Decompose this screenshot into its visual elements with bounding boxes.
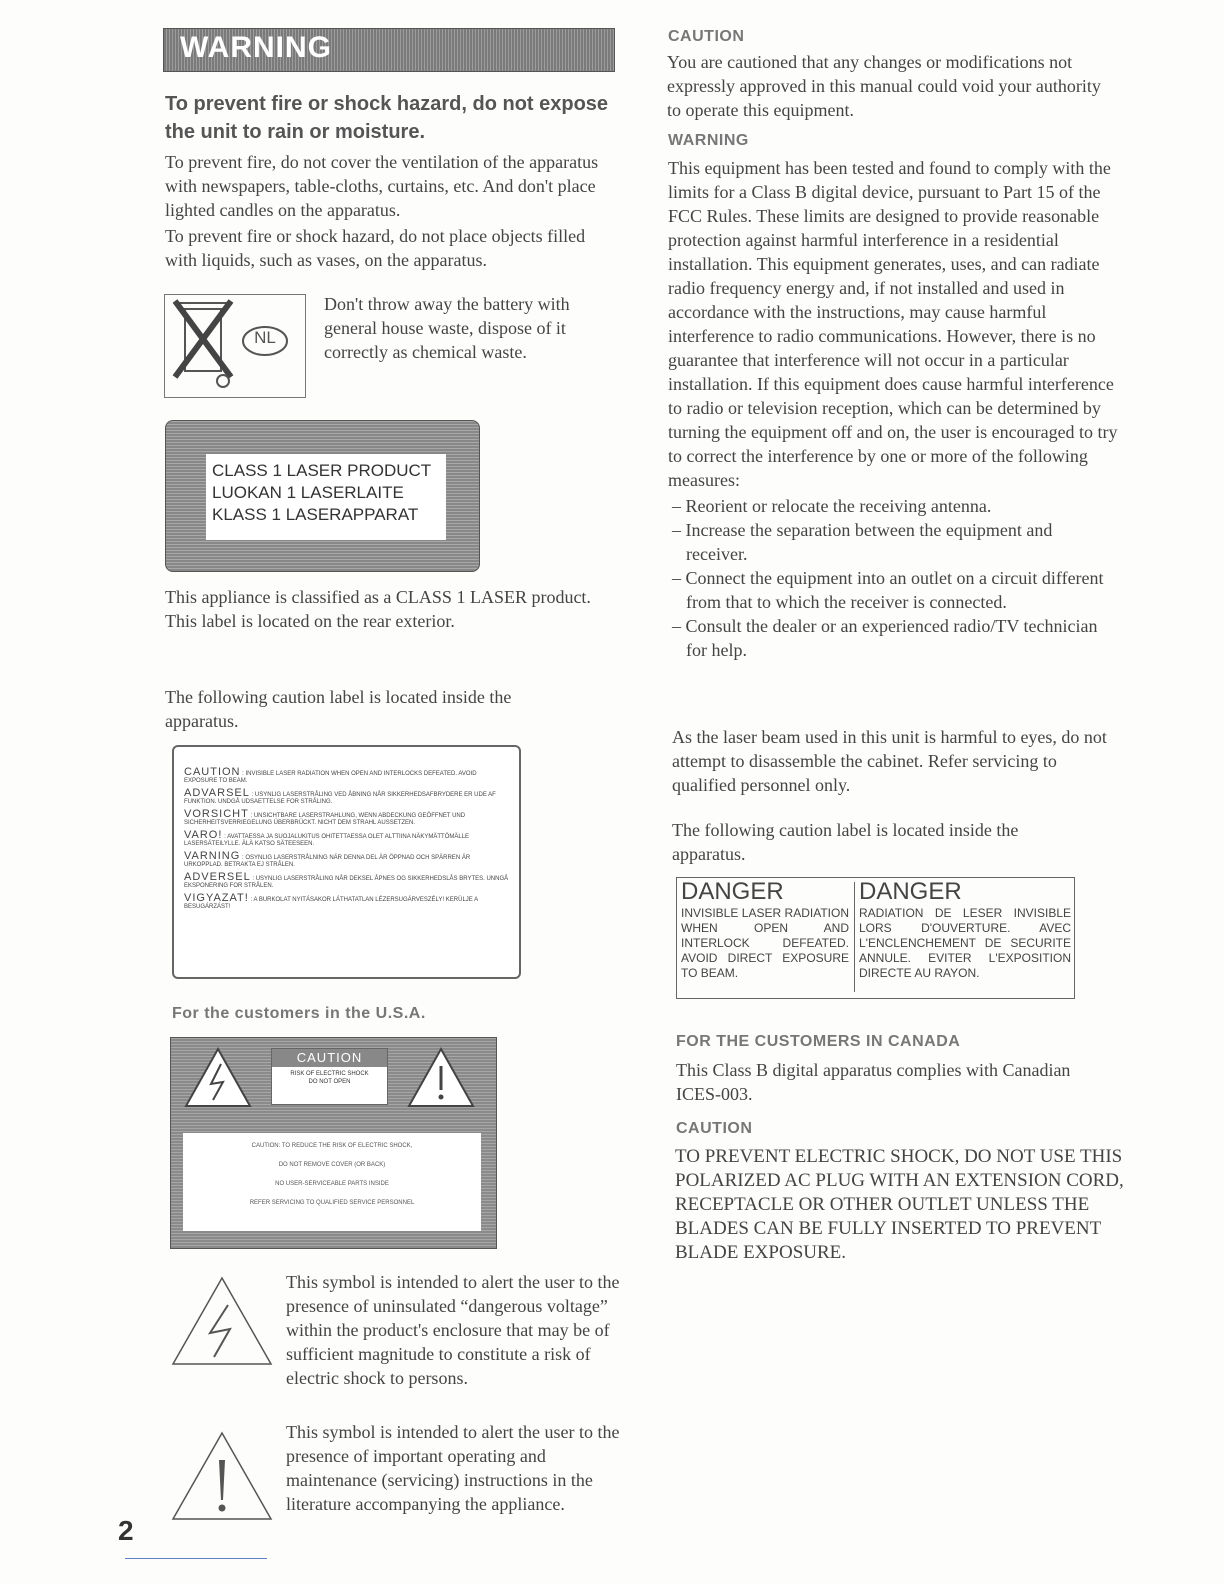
fire-prevention-section	[165, 150, 615, 272]
caution-label-entry: VORSICHT : UNSICHTBARE LASERSTRAHLUNG, WENN ABDECKUNG GEÖFFNET UND SICHERHEITSVERRIEGELUNG ÜBERBRÜCKT. NICHT DEM STRAHL AUSSETZEN.	[184, 808, 466, 826]
caution-heading: CAUTION	[668, 28, 745, 45]
crossed-bin-icon	[165, 295, 305, 397]
warning-banner-title: WARNING	[180, 31, 332, 64]
liquids-paragraph: To prevent fire or shock hazard, do not place objects filled with liquids, such as vases, on the apparatus.	[165, 226, 586, 270]
fcc-measure-item: – Increase the separation between the equipment and receiver.	[672, 520, 1053, 564]
danger-text-fr: RADIATION DE LESER INVISIBLE LORS D'OUVERTURE. AVEC L'ENCLENCHEMENT DE SECURITE ANNULE. EVITER L'EXPOSITION DIRECTE AU RAYON.	[859, 906, 1071, 980]
footer-rule	[125, 1558, 267, 1559]
danger-title-en: DANGER	[681, 878, 784, 905]
danger-label-intro: The following caution label is located inside the apparatus.	[672, 820, 1019, 864]
dangerous-voltage-icon	[170, 1275, 274, 1367]
class1-laser-label	[165, 420, 480, 572]
usa-caution-line: NO USER-SERVICEABLE PARTS INSIDE	[275, 1181, 389, 1187]
lightning-triangle-icon	[183, 1046, 253, 1110]
nl-logo: NL	[254, 328, 276, 347]
fcc-measure-item: – Connect the equipment into an outlet on a circuit different from that to which the receiver is connected.	[672, 568, 1104, 612]
laser-label-line-sv: KLASS 1 LASERAPPARAT	[212, 505, 419, 524]
fcc-warning-section	[668, 156, 1118, 662]
canada-compliance-text: This Class B digital apparatus complies with Canadian ICES-003.	[676, 1060, 1071, 1104]
multilingual-caution-label	[172, 745, 521, 979]
dangerous-voltage-text: This symbol is intended to alert the user to the presence of uninsulated “dangerous voltage” within the product's enclosure that may be of sufficient magnitude to constitute a risk of electric shock to persons.	[286, 1272, 620, 1388]
warning-banner	[163, 28, 615, 72]
page-number: 2	[118, 1515, 134, 1546]
battery-disposal-text: Don't throw away the battery with general house waste, dispose of it correctly as chemical waste.	[324, 294, 570, 362]
fcc-warning-paragraph: This equipment has been tested and found to comply with the limits for a Class B digital device, pursuant to Part 15 of the FCC Rules. These limits are designed to provide reasonable protection against harmful interference in a residential installation. This equipment generates, uses, and can radiate radio frequency energy and, if not installed and used in accordance with the instructions, may cause harmful interference to radio communications. However, there is no guarantee that interference will not occur in a particular installation. If this equipment does cause harmful interference to radio or television reception, which can be determined by turning the equipment off and on, the user is encouraged to try to correct the interference by one or more of the following measures:	[668, 158, 1118, 490]
laser-label-text	[206, 454, 446, 540]
caution-label-intro: The following caution label is located inside the apparatus.	[165, 687, 512, 731]
laser-label-line-fi: LUOKAN 1 LASERLAITE	[212, 483, 404, 502]
exclamation-triangle-icon	[406, 1046, 476, 1110]
fcc-measure-item: – Consult the dealer or an experienced radio/TV technician for help.	[672, 616, 1098, 660]
laser-eye-warning: As the laser beam used in this unit is harmful to eyes, do not attempt to disassemble the cabinet. Refer servicing to qualified personnel only.	[672, 727, 1107, 795]
usa-caution-label	[170, 1037, 497, 1249]
danger-divider	[854, 882, 855, 992]
danger-text-en: INVISIBLE LASER RADIATION WHEN OPEN AND INTERLOCK DEFEATED. AVOID DIRECT EXPOSURE TO BEAM.	[681, 906, 849, 980]
canada-customers-heading: FOR THE CUSTOMERS IN CANADA	[676, 1033, 961, 1050]
caution-label-entry: ADVERSEL : USYNLIG LASERSTRÅLING NÅR DEKSEL ÅPNES OG SIKKERHEDSLÅS BRYTES. UNNGÅ EKSPONERING FOR STRÅLEN.	[184, 871, 509, 889]
class1-description	[165, 585, 615, 633]
polarized-plug-caution-heading: CAUTION	[676, 1120, 753, 1137]
fcc-measures-list	[668, 494, 1118, 662]
usa-caution-instructions	[183, 1133, 481, 1231]
danger-label-english	[681, 878, 849, 981]
battery-disposal-symbol	[164, 294, 306, 398]
usa-caution-box	[271, 1048, 388, 1105]
danger-label	[676, 877, 1075, 999]
laser-label-line-en: CLASS 1 LASER PRODUCT	[212, 461, 432, 480]
usa-caution-sub2: DO NOT OPEN	[308, 1079, 351, 1085]
usa-caution-line: DO NOT REMOVE COVER (OR BACK)	[278, 1162, 386, 1168]
fire-shock-headline: To prevent fire or shock hazard, do not expose the unit to rain or moisture.	[165, 93, 609, 143]
important-instructions-icon	[170, 1430, 274, 1522]
danger-title-fr: DANGER	[859, 878, 962, 905]
usa-caution-line: REFER SERVICING TO QUALIFIED SERVICE PERSONNEL	[249, 1200, 415, 1206]
ventilation-paragraph: To prevent fire, do not cover the ventilation of the apparatus with newspapers, table-cloths, curtains, etc. And don't place lighted candles on the apparatus.	[165, 152, 599, 220]
usa-caution-sub1: RISK OF ELECTRIC SHOCK	[290, 1071, 369, 1077]
class1-location-text: This label is located on the rear exterior.	[165, 611, 455, 631]
caution-paragraph: You are cautioned that any changes or modifications not expressly approved in this manual could void your authority to operate this equipment.	[667, 52, 1101, 120]
polarized-plug-caution-text: TO PREVENT ELECTRIC SHOCK, DO NOT USE THIS POLARIZED AC PLUG WITH AN EXTENSION CORD, RECEPTACLE OR OTHER OUTLET UNLESS THE BLADES CAN BE FULLY INSERTED TO PREVENT BLADE EXPOSURE.	[675, 1146, 1124, 1263]
usa-caution-title: CAUTION	[272, 1049, 387, 1067]
caution-label-entry: VIGYAZAT! : A BURKOLAT NYITÁSAKOR LÁTHATATLAN LÉZERSUGÁRVESZÉLY! KERÜLJE A BESUGÁRZÁST!	[184, 892, 478, 910]
usa-caution-line: CAUTION: TO REDUCE THE RISK OF ELECTRIC SHOCK,	[251, 1143, 413, 1149]
class1-classification-text: This appliance is classified as a CLASS 1 LASER product.	[165, 587, 591, 607]
caution-label-entry: CAUTION : INVISIBLE LASER RADIATION WHEN OPEN AND INTERLOCKS DEFEATED. AVOID EXPOSURE TO BEAM.	[184, 766, 477, 784]
caution-label-entry: VARO! : AVATTAESSA JA SUOJALUKITUS OHITETTAESSA OLET ALTTIINA NÄKYMÄTTÖMÄLLE LASERSÄTEILYLLE. ÄLÄ KATSO SÄTEESEEN.	[184, 829, 470, 847]
usa-customers-heading: For the customers in the U.S.A.	[172, 1005, 426, 1022]
danger-label-french	[859, 878, 1071, 981]
fcc-warning-heading: WARNING	[668, 132, 749, 149]
caution-label-entry: VARNING : OSYNLIG LASERSTRÅLNING NÄR DENNA DEL ÄR ÖPPNAD OCH SPÄRREN ÄR URKOPPLAD. BETRAKTA EJ STRÅLEN.	[184, 850, 471, 868]
caution-label-entry: ADVARSEL : USYNLIG LASERSTRÅLING VED ÅBNING NÅR SIKKERHEDSAFBRYDERE ER UDE AF FUNKTION. UNDGÅ UDSAETTELSE FOR STRÅLING.	[184, 787, 496, 805]
fcc-measure-item: – Reorient or relocate the receiving antenna.	[672, 496, 992, 516]
important-instructions-text: This symbol is intended to alert the user to the presence of important operating and maintenance (servicing) instructions in the literature accompanying the appliance.	[286, 1422, 620, 1514]
